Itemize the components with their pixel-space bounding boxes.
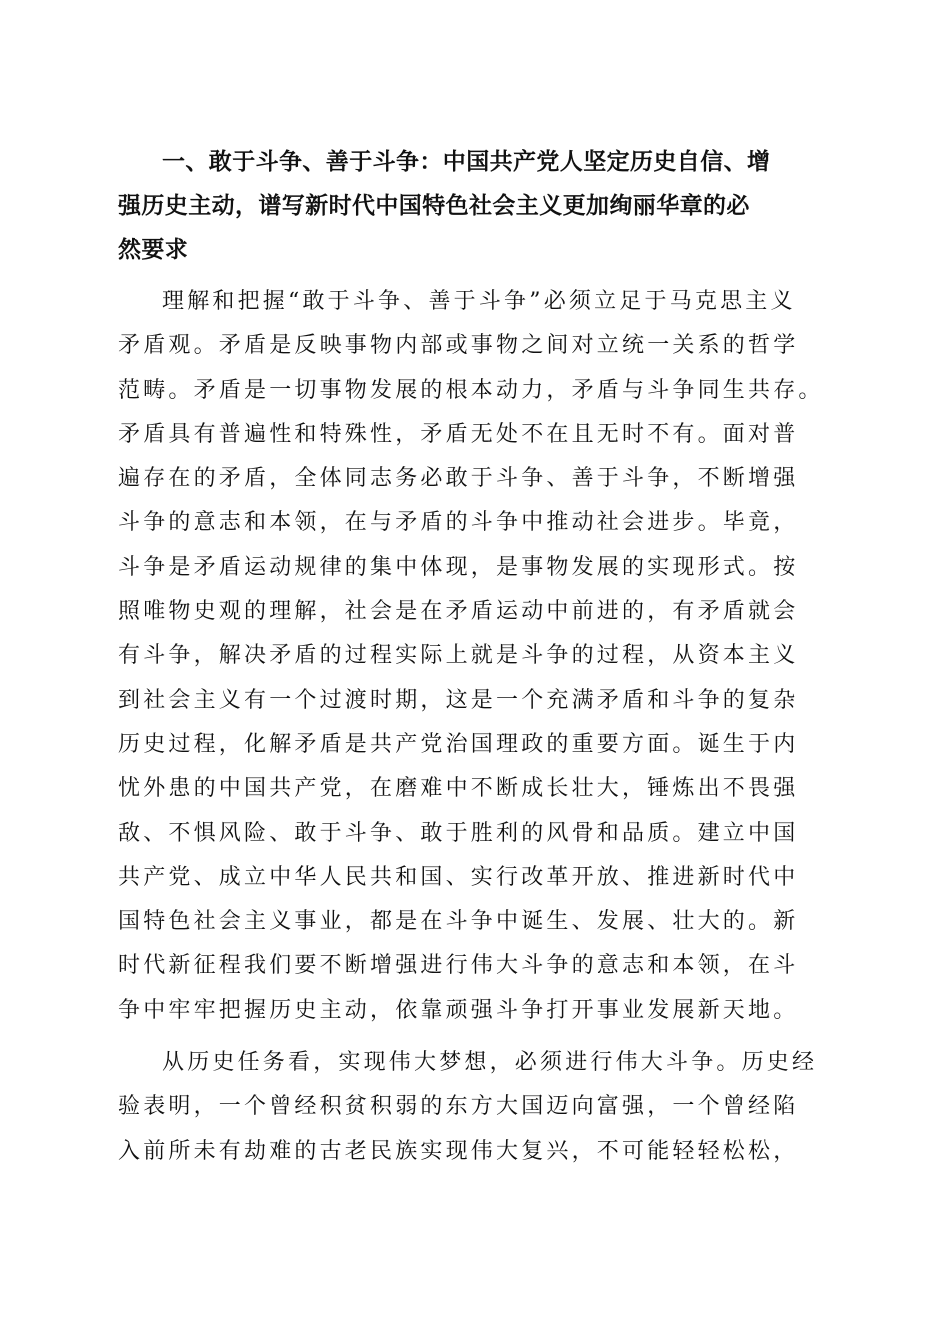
text-line: 时代新征程我们要不断增强进行伟大斗争的意志和本领，在斗 <box>118 953 799 979</box>
text-line: 验表明，一个曾经积贫积弱的东方大国迈向富强，一个曾经陷 <box>118 1094 799 1120</box>
text-line: 有斗争，解决矛盾的过程实际上就是斗争的过程，从资本主义 <box>118 643 799 669</box>
document-content <box>118 140 830 1174</box>
text-line: 争中牢牢把握历史主动，依靠顽强斗争打开事业发展新天地。 <box>118 997 799 1023</box>
text-line: 共产党、成立中华人民共和国、实行改革开放、推进新时代中 <box>118 864 799 890</box>
text-line: 矛盾观。矛盾是反映事物内部或事物之间对立统一关系的哲学 <box>118 333 799 359</box>
text-line: 范畴。矛盾是一切事物发展的根本动力，矛盾与斗争同生共存。 <box>118 377 824 403</box>
section-heading <box>118 140 830 272</box>
text-line: 忧外患的中国共产党，在磨难中不断成长壮大，锤炼出不畏强 <box>118 776 799 802</box>
text-line: 敌、不惧风险、敢于斗争、敢于胜利的风骨和品质。建立中国 <box>118 820 799 846</box>
heading-line: 然要求 <box>118 237 189 263</box>
paragraph-1 <box>118 280 830 1033</box>
text-line: 到社会主义有一个过渡时期，这是一个充满矛盾和斗争的复杂 <box>118 687 799 713</box>
heading-line: 强历史主动，谱写新时代中国特色社会主义更加绚丽华章的必 <box>118 193 750 219</box>
text-line: 国特色社会主义事业，都是在斗争中诞生、发展、壮大的。新 <box>118 909 799 935</box>
text-line: 入前所未有劫难的古老民族实现伟大复兴，不可能轻轻松松， <box>118 1138 799 1164</box>
paragraph-2 <box>118 1041 830 1174</box>
text-line: 理解和把握“敢于斗争、善于斗争”必须立足于马克思主义 <box>162 289 796 314</box>
heading-line: 一、敢于斗争、善于斗争：中国共产党人坚定历史自信、增 <box>162 149 771 175</box>
text-line: 照唯物史观的理解，社会是在矛盾运动中前进的，有矛盾就会 <box>118 599 799 625</box>
text-line: 从历史任务看，实现伟大梦想，必须进行伟大斗争。历史经 <box>162 1050 818 1076</box>
text-line: 历史过程，化解矛盾是共产党治国理政的重要方面。诞生于内 <box>118 731 799 757</box>
text-line: 斗争是矛盾运动规律的集中体现，是事物发展的实现形式。按 <box>118 554 799 580</box>
text-line: 斗争的意志和本领，在与矛盾的斗争中推动社会进步。毕竟， <box>118 510 799 536</box>
text-line: 遍存在的矛盾，全体同志务必敢于斗争、善于斗争，不断增强 <box>118 466 799 492</box>
text-line: 矛盾具有普遍性和特殊性，矛盾无处不在且无时不有。面对普 <box>118 421 799 447</box>
